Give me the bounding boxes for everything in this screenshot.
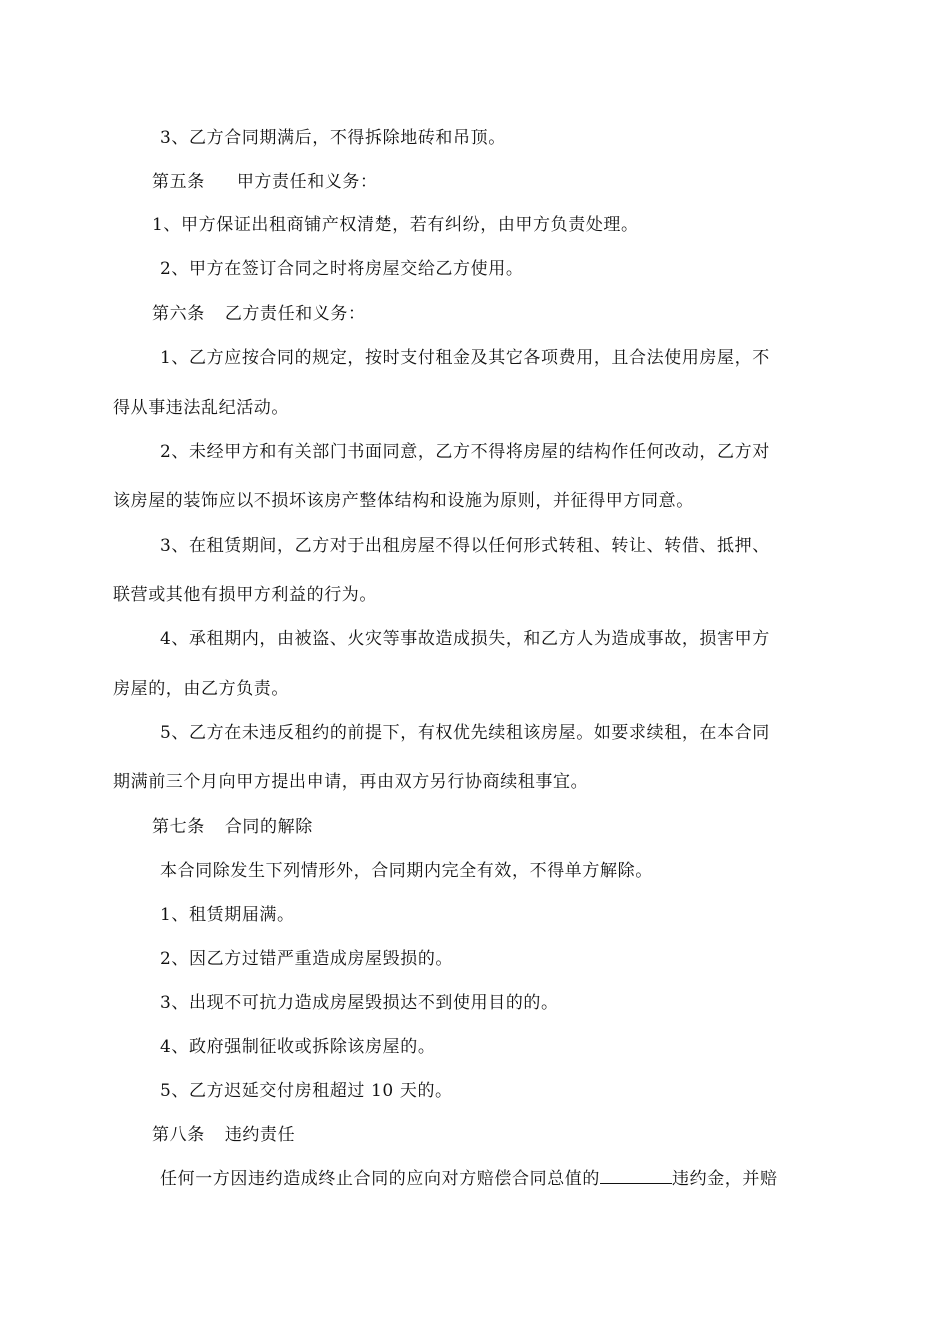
clause-line: 1、甲方保证出租商铺产权清楚，若有纠纷，由甲方负责处理。 (152, 215, 639, 235)
clause-line: 3、乙方合同期满后，不得拆除地砖和吊顶。 (160, 128, 506, 148)
clause-line: 4、政府强制征收或拆除该房屋的。 (160, 1037, 436, 1057)
clause-line-continued: 得从事违法乱纪活动。 (113, 398, 289, 418)
section-number: 第七条 (152, 817, 205, 837)
section-heading-6 (152, 303, 366, 325)
section-number: 第五条 (152, 172, 205, 192)
section-title: 违约责任 (224, 1125, 296, 1145)
clause-line-continued: 期满前三个月向甲方提出申请，再由双方另行协商续租事宜。 (113, 772, 589, 792)
section-heading-8 (152, 1124, 295, 1146)
clause-line: 2、甲方在签订合同之时将房屋交给乙方使用。 (160, 259, 524, 279)
clause-line: 3、在租赁期间，乙方对于出租房屋不得以任何形式转租、转让、转借、抵押、 (160, 536, 770, 556)
section-title: 甲方责任和义务： (236, 172, 378, 192)
clause-line (160, 1168, 778, 1190)
clause-line-continued: 该房屋的装饰应以不损坏该房产整体结构和设施为原则，并征得甲方同意。 (113, 491, 694, 511)
clause-line-continued: 房屋的，由乙方负责。 (113, 679, 289, 699)
clause-line: 5、乙方在未违反租约的前提下，有权优先续租该房屋。如要求续租，在本合同 (160, 723, 770, 743)
clause-line-continued: 联营或其他有损甲方利益的行为。 (113, 585, 377, 605)
clause-line: 1、乙方应按合同的规定，按时支付租金及其它各项费用，且合法使用房屋，不 (160, 348, 770, 368)
fill-in-blank (600, 1169, 672, 1184)
clause-line: 4、承租期内，由被盗、火灾等事故造成损失，和乙方人为造成事故，损害甲方 (160, 629, 770, 649)
section-number: 第六条 (152, 304, 205, 324)
section-heading-5 (152, 171, 378, 193)
clause-line: 本合同除发生下列情形外，合同期内完全有效，不得单方解除。 (160, 861, 653, 881)
clause-line: 5、乙方迟延交付房租超过 10 天的。 (160, 1081, 453, 1101)
clause-line: 2、因乙方过错严重造成房屋毁损的。 (160, 949, 454, 969)
section-heading-7 (152, 816, 313, 838)
section-number: 第八条 (152, 1125, 205, 1145)
section-title: 乙方责任和义务： (224, 304, 366, 324)
clause-line: 1、租赁期届满。 (160, 905, 295, 925)
clause-text: 任何一方因违约造成终止合同的应向对方赔偿合同总值的 (160, 1169, 600, 1189)
section-title: 合同的解除 (224, 817, 313, 837)
clause-line: 3、出现不可抗力造成房屋毁损达不到使用目的的。 (160, 993, 559, 1013)
clause-line: 2、未经甲方和有关部门书面同意，乙方不得将房屋的结构作任何改动，乙方对 (160, 442, 770, 462)
clause-text: 违约金，并赔 (672, 1169, 778, 1189)
